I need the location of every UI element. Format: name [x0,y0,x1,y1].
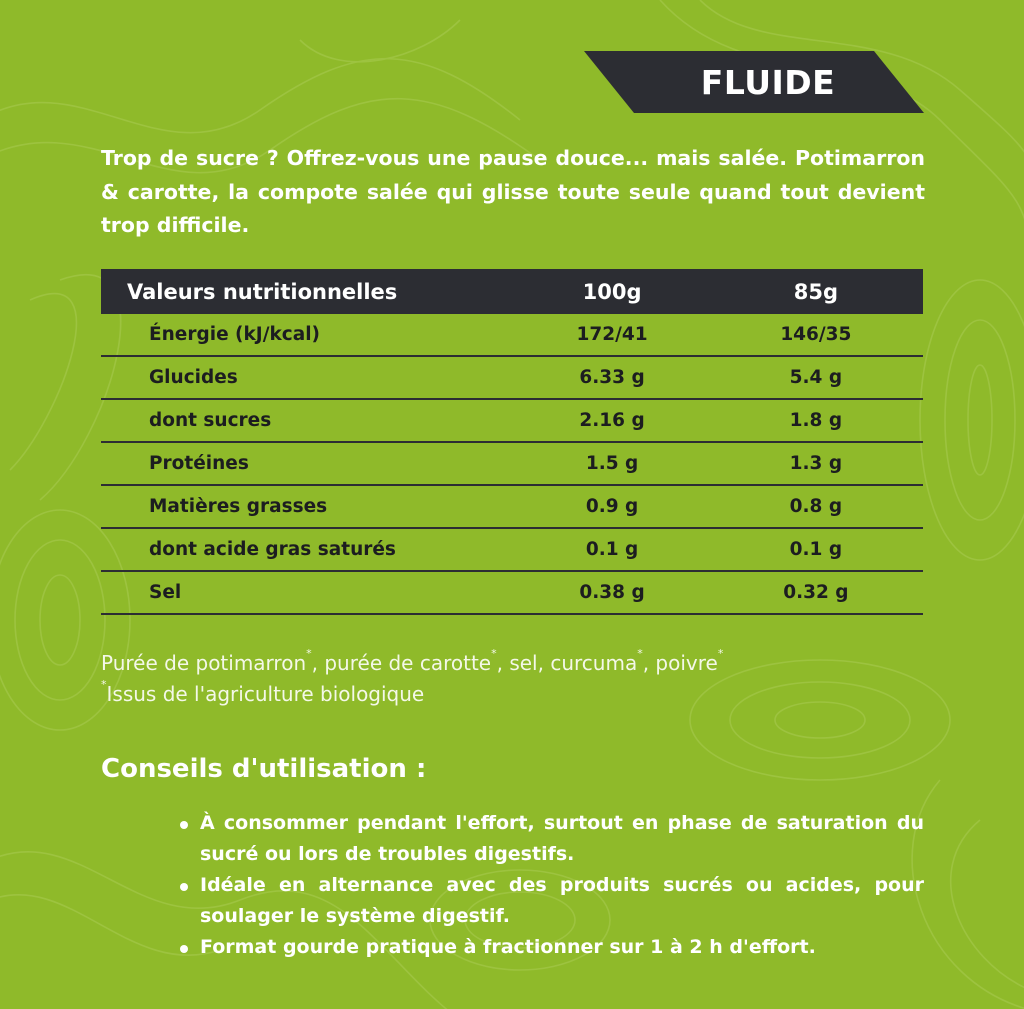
header-85g: 85g [709,269,923,314]
value-85g: 5.4 g [709,356,923,399]
list-item [178,932,924,963]
organic-asterisk: * [491,647,497,660]
ingredient-item: poivre [655,651,718,675]
bullet-icon [180,821,188,829]
badge-label: FLUIDE [700,62,836,102]
row-label: dont sucres [101,399,515,442]
row-label: Sel [101,571,515,614]
table-row [101,356,923,399]
organic-asterisk: * [306,647,312,660]
list-item [178,808,924,870]
value-100g: 0.9 g [515,485,708,528]
category-badge [584,51,924,113]
value-85g: 1.8 g [709,399,923,442]
row-label: Énergie (kJ/kcal) [101,314,515,356]
intro-text: Trop de sucre ? Offrez-vous une pause douce... mais salée. Potimarron & carotte, la compote salée qui glisse toute seule quand tout devient trop difficile. [101,146,925,237]
tip-text: Idéale en alternance avec des produits sucrés ou acides, pour soulager le système digestif. [200,874,924,927]
footnote-text: Issus de l'agriculture biologique [106,682,425,706]
value-85g: 0.1 g [709,528,923,571]
nutrition-table-header [101,269,923,314]
table-row [101,399,923,442]
row-label: Matières grasses [101,485,515,528]
tip-text: Format gourde pratique à fractionner sur 1 à 2 h d'effort. [200,936,816,958]
value-100g: 1.5 g [515,442,708,485]
value-100g: 0.1 g [515,528,708,571]
value-85g: 0.32 g [709,571,923,614]
table-row [101,528,923,571]
tip-text: À consommer pendant l'effort, surtout en phase de saturation du sucré ou lors de troubles digestifs. [200,812,924,865]
value-85g: 0.8 g [709,485,923,528]
value-100g: 2.16 g [515,399,708,442]
table-row [101,571,923,614]
ingredient-item: purée de carotte [324,651,492,675]
row-label: dont acide gras saturés [101,528,515,571]
table-row [101,314,923,356]
footnote-asterisk: * [101,678,107,691]
organic-asterisk: * [637,647,643,660]
nutrition-table [101,269,923,615]
conseils-title: Conseils d'utilisation : [101,754,427,784]
organic-footnote [101,679,921,710]
header-label: Valeurs nutritionnelles [101,269,515,314]
header-100g: 100g [515,269,708,314]
ingredient-item: Purée de potimarron [101,651,307,675]
list-item [178,870,924,932]
row-label: Protéines [101,442,515,485]
table-row [101,485,923,528]
table-row [101,442,923,485]
bullet-icon [180,945,188,953]
value-85g: 146/35 [709,314,923,356]
ingredients-block [101,648,921,710]
row-label: Glucides [101,356,515,399]
value-85g: 1.3 g [709,442,923,485]
bullet-icon [180,883,188,891]
ingredients-list: Purée de potimarron*, purée de carotte*, sel, curcuma*, poivre* [101,647,724,675]
value-100g: 6.33 g [515,356,708,399]
ingredient-item: sel [509,651,538,675]
ingredient-item: curcuma [550,651,638,675]
organic-asterisk: * [717,647,724,660]
value-100g: 0.38 g [515,571,708,614]
conseils-list [178,808,924,963]
value-100g: 172/41 [515,314,708,356]
